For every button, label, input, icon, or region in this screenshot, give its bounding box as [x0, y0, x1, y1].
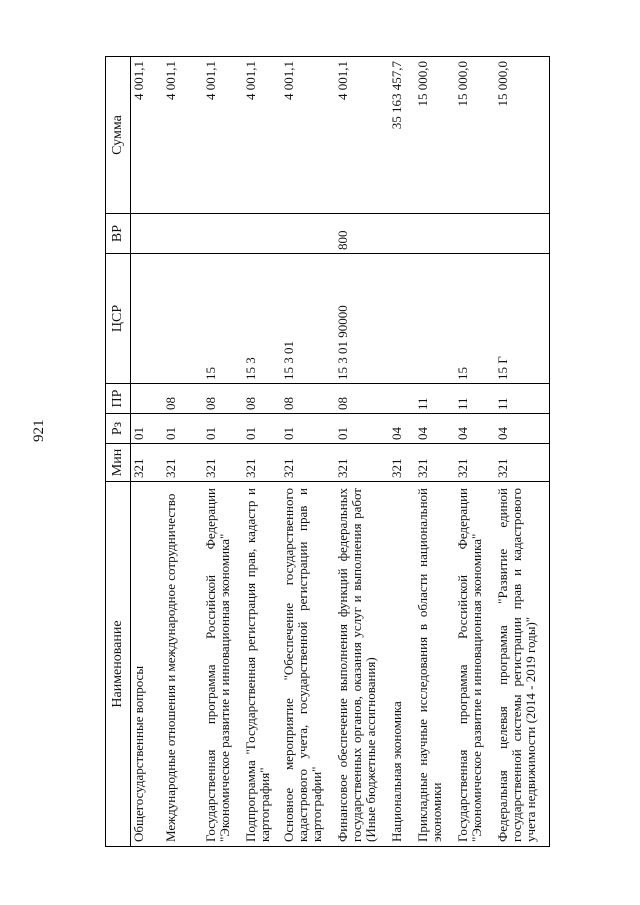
row-pr	[389, 384, 415, 414]
row-pr: 08	[203, 384, 243, 414]
row-min: 321	[495, 444, 550, 482]
row-min: 321	[415, 444, 455, 482]
header-row	[106, 57, 131, 847]
row-sum: 4 001,1	[335, 57, 389, 214]
table-row	[335, 57, 389, 847]
row-csr	[131, 254, 164, 384]
row-name: Государственная программа Российской Федерации "Экономическое развитие и инновационная экономика"	[455, 482, 495, 847]
row-sum: 4 001,1	[131, 57, 164, 214]
row-min: 321	[389, 444, 415, 482]
row-name: Международные отношения и международное сотрудничество	[163, 482, 203, 847]
row-min: 321	[243, 444, 281, 482]
row-csr: 15	[203, 254, 243, 384]
table-body	[131, 57, 550, 847]
row-pr	[131, 384, 164, 414]
table-row	[415, 57, 455, 847]
row-min: 321	[203, 444, 243, 482]
row-pr: 08	[243, 384, 281, 414]
budget-table-rotated	[105, 57, 575, 847]
header-pr: ПР	[106, 384, 131, 414]
row-name: Общегосударственные вопросы	[131, 482, 164, 847]
header-rz: Рз	[106, 414, 131, 444]
row-csr: 15 3 01	[281, 254, 335, 384]
table-header	[106, 57, 131, 847]
row-pr: 08	[163, 384, 203, 414]
row-pr: 08	[335, 384, 389, 414]
row-csr: 15 Г	[495, 254, 550, 384]
row-sum: 4 001,1	[163, 57, 203, 214]
row-name: Подпрограмма "Государственная регистрация прав, кадастр и картография"	[243, 482, 281, 847]
row-min: 321	[131, 444, 164, 482]
header-name: Наименование	[106, 482, 131, 847]
row-rz: 01	[281, 414, 335, 444]
row-csr: 15	[455, 254, 495, 384]
row-rz: 01	[335, 414, 389, 444]
row-vr	[203, 214, 243, 254]
row-min: 321	[455, 444, 495, 482]
table-row	[163, 57, 203, 847]
row-vr	[281, 214, 335, 254]
row-name: Основное мероприятие "Обеспечение государственного кадастрового учета, государственной регистрации прав и картографии"	[281, 482, 335, 847]
row-vr	[131, 214, 164, 254]
row-min: 321	[281, 444, 335, 482]
row-sum: 4 001,1	[281, 57, 335, 214]
row-vr	[163, 214, 203, 254]
row-name: Прикладные научные исследования в области национальной экономики	[415, 482, 455, 847]
row-rz: 04	[389, 414, 415, 444]
table-row	[203, 57, 243, 847]
row-pr: 11	[415, 384, 455, 414]
row-vr	[389, 214, 415, 254]
row-vr	[495, 214, 550, 254]
row-pr: 11	[495, 384, 550, 414]
header-min: Мин	[106, 444, 131, 482]
row-min: 321	[335, 444, 389, 482]
row-rz: 01	[163, 414, 203, 444]
header-vr: ВР	[106, 214, 131, 254]
row-sum: 4 001,1	[243, 57, 281, 214]
row-vr	[243, 214, 281, 254]
row-csr: 15 3	[243, 254, 281, 384]
row-sum: 15 000,0	[415, 57, 455, 214]
row-rz: 04	[455, 414, 495, 444]
table-row	[455, 57, 495, 847]
row-name: Федеральная целевая программа "Развитие единой государственной системы регистрации прав и кадастрового учета недвижимости (2014 - 2019 годы)"	[495, 482, 550, 847]
row-rz: 01	[203, 414, 243, 444]
row-rz: 01	[243, 414, 281, 444]
row-pr: 11	[455, 384, 495, 414]
row-csr	[415, 254, 455, 384]
table-row	[495, 57, 550, 847]
row-sum: 15 000,0	[455, 57, 495, 214]
row-name: Государственная программа Российской Федерации "Экономическое развитие и инновационная экономика"	[203, 482, 243, 847]
row-sum: 15 000,0	[495, 57, 550, 214]
row-vr	[455, 214, 495, 254]
row-rz: 04	[495, 414, 550, 444]
table-row	[243, 57, 281, 847]
row-rz: 01	[131, 414, 164, 444]
row-min: 321	[163, 444, 203, 482]
header-csr: ЦСР	[106, 254, 131, 384]
table-row	[389, 57, 415, 847]
row-pr: 08	[281, 384, 335, 414]
row-rz: 04	[415, 414, 455, 444]
table-row	[281, 57, 335, 847]
row-vr: 800	[335, 214, 389, 254]
row-csr: 15 3 01 90000	[335, 254, 389, 384]
row-sum: 4 001,1	[203, 57, 243, 214]
row-csr	[163, 254, 203, 384]
header-sum: Сумма	[106, 57, 131, 214]
row-name: Финансовое обеспечение выполнения функций федеральных государственных органов, оказания услуг и выполнения работ (Иные бюджетные ассигнования)	[335, 482, 389, 847]
row-sum: 35 163 457,7	[389, 57, 415, 214]
page-number: 921	[31, 419, 47, 442]
row-name: Национальная экономика	[389, 482, 415, 847]
row-vr	[415, 214, 455, 254]
table-row	[131, 57, 164, 847]
row-csr	[389, 254, 415, 384]
budget-table	[105, 56, 550, 847]
